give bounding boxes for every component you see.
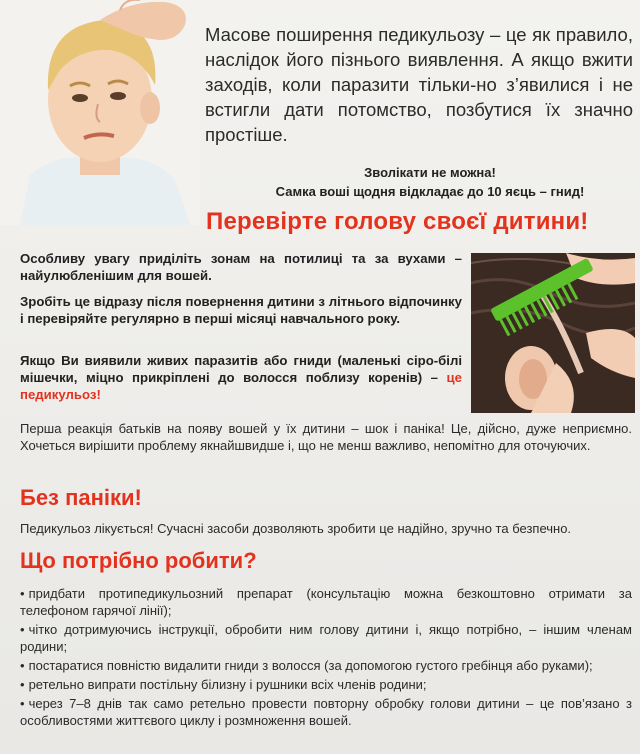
bullet: • [20, 622, 25, 637]
bullet: • [20, 696, 25, 711]
no-panic-heading: Без паніки! [20, 485, 142, 510]
warning-line-1: Зволікати не можна! [364, 165, 496, 180]
bullet: • [20, 586, 25, 601]
detection-red-text: це педикульоз! [20, 370, 462, 402]
intro-paragraph: Масове поширення педикульозу – це як правило, наслідок його пізнього виявлення. А якщо вжити заходів, коли паразити тільки-но з’явилися і не встигли дати потомство, позбутися їх значно простіше. [205, 24, 633, 145]
tip-paragraph-timing: Зробіть це відразу після повернення дитини з літнього відпочинку і перевіряйте регулярно в перші місяці навчального року. [20, 294, 462, 326]
reaction-paragraph: Перша реакція батьків на появу вошей у їх дитини – шок і паніка! Це, дійсно, дуже неприємно. Хочеться вирішити проблему якнайшвидше і, що не менш важливо, непомітно для оточуючих. [20, 421, 632, 453]
tip-paragraph-zones: Особливу увагу приділіть зонам на потилиці та за вухами – найулюбленішим для вошей. [20, 251, 462, 283]
no-panic-paragraph: Педикульоз лікується! Сучасні засоби дозволяють зробити це надійно, зручно та безпечно. [20, 521, 572, 536]
tip-paragraph-detection [20, 352, 462, 403]
warning-line-2: Самка воші щодня відкладає до 10 яєць – гнид! [275, 184, 585, 199]
bullet: • [20, 677, 25, 692]
steps-list [20, 585, 632, 731]
child-scratching-head-photo [0, 0, 200, 225]
warning-block [230, 163, 630, 201]
bullet: • [20, 658, 25, 673]
list-item: • чітко дотримуючись інструкції, обробити ним голову дитини і, якщо потрібно, – іншим членам родини; [20, 622, 632, 654]
what-to-do-heading: Що потрібно робити? [20, 548, 257, 573]
list-item: • через 7–8 днів так само ретельно провести повторну обробку голови дитини – це пов’язано з особливостями життєвого циклу і розмноження вошей. [20, 696, 632, 728]
list-item: • ретельно випрати постільну білизну і рушники всіх членів родини; [20, 677, 427, 692]
list-item: • придбати протипедикульозний препарат (консультацію можна безкоштовно отримати за телефоном гарячої лінії); [20, 586, 632, 618]
comb-in-hair-photo [471, 253, 635, 413]
main-heading: Перевірте голову своєї дитини! [206, 208, 589, 235]
detection-text: Якщо Ви виявили живих паразитів або гниди (маленькі сіро-білі мішечки, міцно прикріплені до волосся поблизу коренів) – [20, 353, 462, 385]
list-item: • постаратися повністю видалити гниди з волосся (за допомогою густого гребінця або руками); [20, 658, 593, 673]
